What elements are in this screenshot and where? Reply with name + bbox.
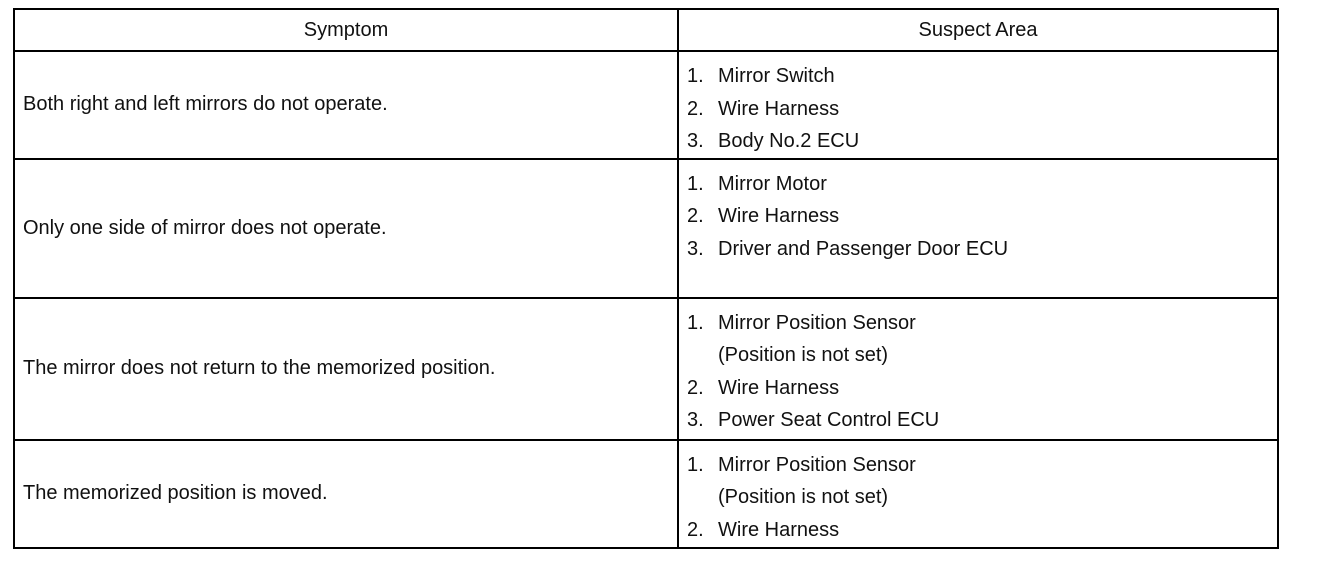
item-text: Wire Harness (718, 205, 840, 227)
suspect-item (687, 514, 1277, 547)
symptom-cell: Both right and left mirrors do not operate. (14, 51, 678, 159)
suspect-item (687, 168, 1277, 201)
suspect-list (687, 449, 1277, 547)
suspect-list (687, 60, 1277, 158)
table-row (14, 159, 1278, 298)
item-text: Mirror Switch (718, 65, 835, 87)
item-number: 2. (687, 205, 704, 227)
suspect-area-cell (678, 440, 1278, 548)
suspect-item (687, 200, 1277, 233)
troubleshooting-table (13, 8, 1279, 549)
item-number: 1. (687, 65, 704, 87)
item-note: (Position is not set) (718, 344, 889, 366)
item-text: Power Seat Control ECU (718, 409, 940, 431)
item-note: (Position is not set) (718, 486, 889, 508)
suspect-item (687, 307, 1277, 372)
item-text: Wire Harness (718, 376, 840, 399)
suspect-list (687, 307, 1277, 437)
item-number: 2. (687, 518, 704, 541)
item-number: 2. (687, 376, 704, 399)
symptom-cell: The memorized position is moved. (14, 440, 678, 548)
item-number: 3. (687, 409, 704, 431)
item-text: Mirror Position Sensor (718, 453, 916, 476)
suspect-list (687, 168, 1277, 266)
suspect-item (687, 60, 1277, 93)
item-text: Body No.2 ECU (718, 130, 860, 152)
item-number: 3. (687, 237, 704, 260)
item-text: Wire Harness (718, 518, 840, 541)
table-row (14, 440, 1278, 548)
header-row (14, 9, 1278, 51)
table-row (14, 298, 1278, 440)
suspect-area-column-header: Suspect Area (678, 9, 1278, 51)
suspect-item (687, 449, 1277, 514)
symptom-column-header: Symptom (14, 9, 678, 51)
item-text: Driver and Passenger Door ECU (718, 237, 1009, 260)
item-number: 2. (687, 97, 704, 120)
suspect-item (687, 125, 1277, 158)
symptom-cell: Only one side of mirror does not operate. (14, 159, 678, 298)
suspect-item (687, 93, 1277, 126)
suspect-area-cell (678, 159, 1278, 298)
symptom-cell: The mirror does not return to the memorized position. (14, 298, 678, 440)
item-number: 1. (687, 172, 704, 195)
item-text: Mirror Position Sensor (718, 311, 916, 334)
suspect-item (687, 233, 1277, 266)
table-row (14, 51, 1278, 159)
item-number: 3. (687, 130, 704, 152)
item-text: Mirror Motor (718, 172, 827, 195)
suspect-item (687, 372, 1277, 405)
suspect-area-cell (678, 298, 1278, 440)
suspect-item (687, 404, 1277, 437)
item-number: 1. (687, 311, 704, 334)
suspect-area-cell (678, 51, 1278, 159)
item-number: 1. (687, 453, 704, 476)
item-text: Wire Harness (718, 97, 840, 120)
